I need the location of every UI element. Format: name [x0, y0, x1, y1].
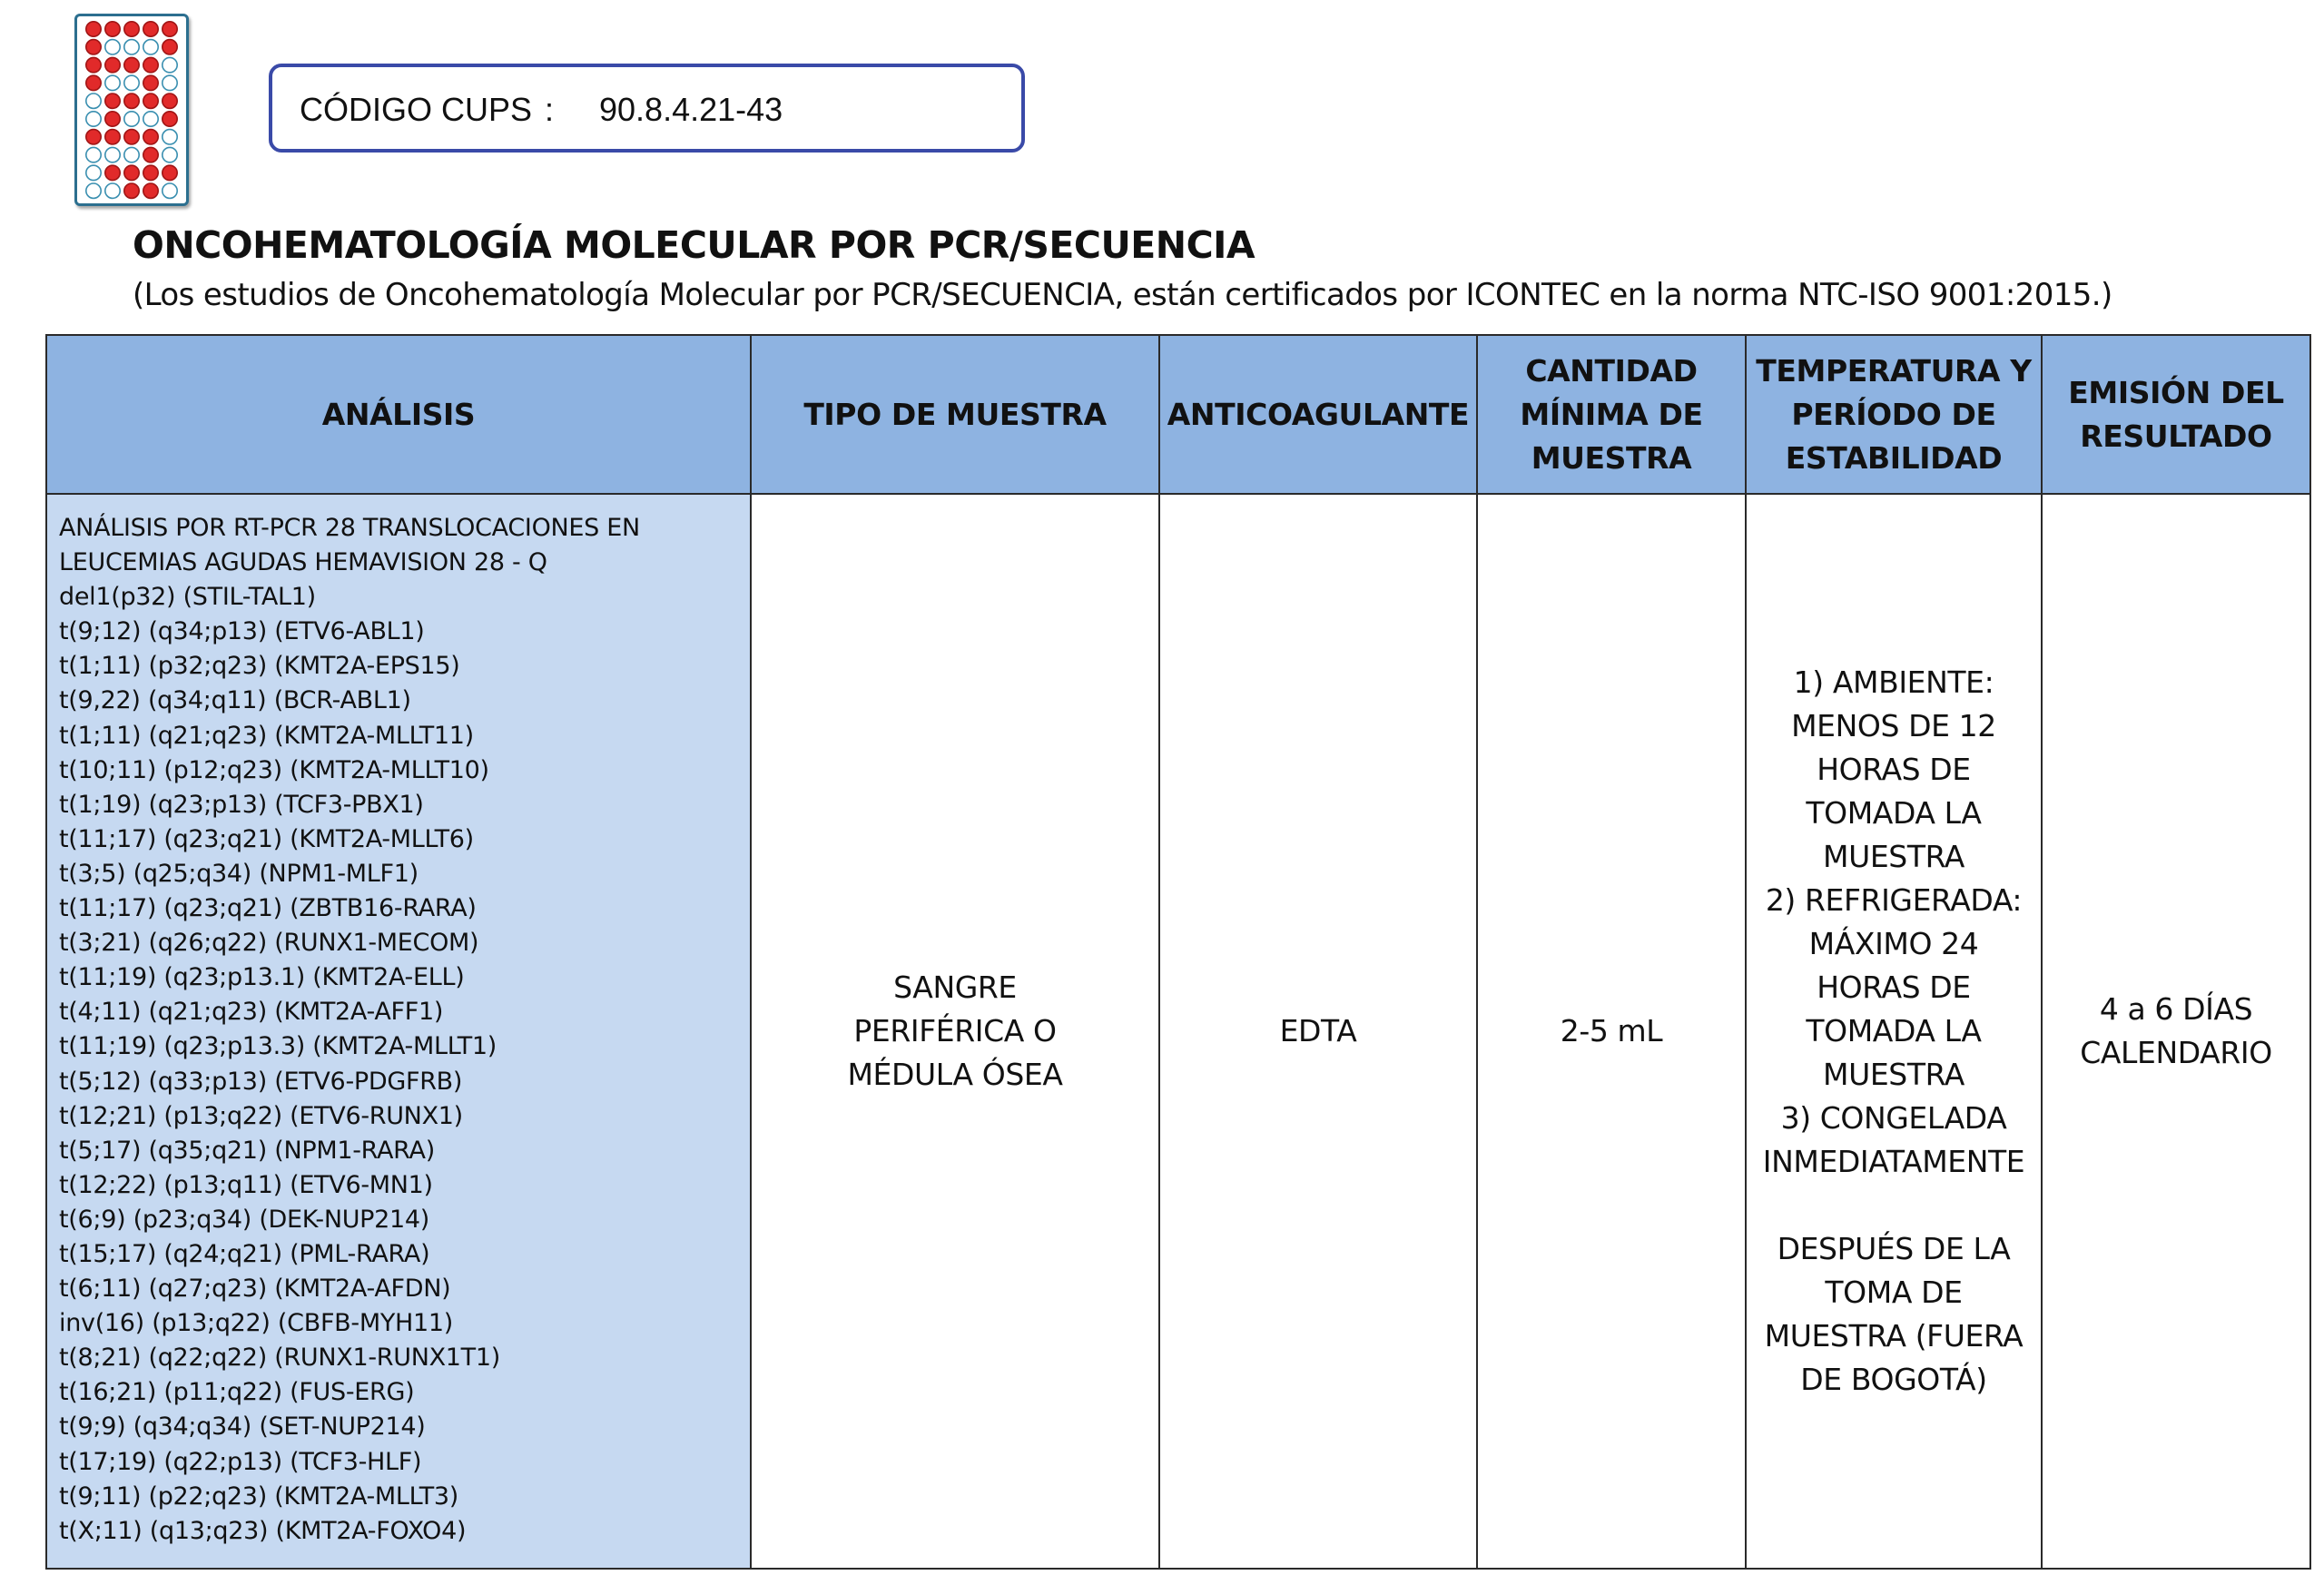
analysis-line: t(3;21) (q26;q22) (RUNX1-MECOM): [59, 929, 479, 958]
temperature-line: TOMADA LA: [1806, 795, 1982, 831]
analysis-line: ANÁLISIS POR RT-PCR 28 TRANSLOCACIONES EN: [59, 514, 640, 542]
logo-bead-empty: [143, 112, 158, 126]
logo-bead-empty: [86, 165, 101, 180]
analysis-line: t(9,22) (q34;q11) (BCR-ABL1): [59, 686, 411, 715]
temperature-line: 2) REFRIGERADA:: [1765, 882, 2023, 918]
logo-bead-filled: [86, 130, 101, 144]
logo-bead-empty: [86, 112, 101, 126]
logo-bead-filled: [162, 94, 177, 108]
temperature-line: HORAS DE: [1817, 752, 1971, 787]
logo-bead-empty: [105, 40, 120, 54]
analysis-line: t(6;9) (p23;q34) (DEK-NUP214): [59, 1205, 430, 1234]
analysis-line: t(11;19) (q23;p13.3) (KMT2A-MLLT1): [59, 1032, 497, 1061]
cups-label: CÓDIGO CUPS: [300, 91, 533, 128]
logo-bead-filled: [143, 94, 158, 108]
logo-bead-filled: [124, 165, 139, 180]
logo-bead-empty: [162, 57, 177, 72]
temperature-line: 1) AMBIENTE:: [1793, 664, 1994, 700]
table-row: [46, 494, 2310, 1569]
logo-bead-filled: [124, 94, 139, 108]
cups-code-box: [269, 64, 1025, 153]
cups-colon: :: [545, 91, 555, 128]
logo-bead-empty: [124, 40, 139, 54]
temperature-note-line: MUESTRA (FUERA: [1764, 1318, 2024, 1354]
temperature-line: MUESTRA: [1823, 1057, 1965, 1092]
logo-bead-empty: [86, 183, 101, 198]
temperature-line: MÁXIMO 24: [1808, 926, 1979, 961]
logo-bead-empty: [162, 147, 177, 162]
logo-bead-filled: [143, 183, 158, 198]
temperature-line: 3) CONGELADA: [1780, 1100, 2007, 1136]
temperature-line: MUESTRA: [1823, 839, 1965, 874]
temperature-note-line: TOMA DE: [1825, 1275, 1963, 1310]
specimen-table: [45, 334, 2311, 1570]
bead-grid-logo-icon: [77, 16, 186, 203]
logo-bead-empty: [162, 183, 177, 198]
logo-bead-filled: [162, 40, 177, 54]
analysis-line: t(5;12) (q33;p13) (ETV6-PDGFRB): [59, 1067, 463, 1096]
analysis-line: t(6;11) (q27;q23) (KMT2A-AFDN): [59, 1275, 451, 1304]
logo-bead-filled: [105, 57, 120, 72]
logo-bead-filled: [143, 165, 158, 180]
cell-cantidad: 2-5 mL: [1477, 494, 1746, 1569]
analysis-line: t(10;11) (p12;q23) (KMT2A-MLLT10): [59, 755, 489, 784]
analysis-line: t(8;21) (q22;q22) (RUNX1-RUNX1T1): [59, 1344, 500, 1373]
logo-bead-empty: [124, 147, 139, 162]
logo-bead-empty: [124, 112, 139, 126]
logo-bead-filled: [143, 147, 158, 162]
logo-bead-filled: [162, 165, 177, 180]
analysis-line: t(9;12) (q34;p13) (ETV6-ABL1): [59, 617, 425, 646]
cell-anticoagulante: EDTA: [1159, 494, 1477, 1569]
analysis-line: t(1;11) (p32;q23) (KMT2A-EPS15): [59, 652, 460, 681]
logo-bead-filled: [86, 75, 101, 90]
cell-temperatura: [1746, 494, 2042, 1569]
logo-bead-empty: [162, 75, 177, 90]
logo-bead-filled: [143, 57, 158, 72]
logo-bead-filled: [105, 130, 120, 144]
lab-logo: [74, 14, 189, 206]
temperature-line: TOMADA LA: [1806, 1013, 1982, 1048]
analysis-line: t(11;19) (q23;p13.1) (KMT2A-ELL): [59, 963, 465, 992]
analysis-line: t(11;17) (q23;q21) (KMT2A-MLLT6): [59, 824, 474, 853]
header-cantidad: CANTIDAD MÍNIMA DE MUESTRA: [1477, 335, 1746, 494]
header-anticoagulante: ANTICOAGULANTE: [1159, 335, 1477, 494]
logo-bead-filled: [162, 22, 177, 36]
logo-bead-empty: [124, 75, 139, 90]
analysis-line: t(5;17) (q35;q21) (NPM1-RARA): [59, 1136, 435, 1165]
cell-analisis: [46, 494, 751, 1569]
logo-bead-empty: [105, 75, 120, 90]
temperature-note-line: DE BOGOTÁ): [1800, 1362, 1987, 1397]
logo-bead-filled: [105, 112, 120, 126]
logo-bead-empty: [162, 130, 177, 144]
analysis-line: t(9;11) (p22;q23) (KMT2A-MLLT3): [59, 1481, 458, 1511]
logo-bead-filled: [86, 40, 101, 54]
logo-bead-empty: [143, 40, 158, 54]
logo-bead-filled: [143, 75, 158, 90]
analysis-line: LEUCEMIAS AGUDAS HEMAVISION 28 - Q: [59, 548, 547, 577]
analysis-line: del1(p32) (STIL-TAL1): [59, 583, 316, 612]
analysis-line: t(12;22) (p13;q11) (ETV6-MN1): [59, 1170, 433, 1199]
analysis-line: t(4;11) (q21;q23) (KMT2A-AFF1): [59, 998, 444, 1027]
logo-bead-filled: [162, 112, 177, 126]
analysis-line: t(1;19) (q23;p13) (TCF3-PBX1): [59, 790, 424, 819]
temperature-spacer: [1752, 1184, 2035, 1227]
cell-tipo-muestra: SANGRE PERIFÉRICA O MÉDULA ÓSEA: [751, 494, 1159, 1569]
analysis-line: t(3;5) (q25;q34) (NPM1-MLF1): [59, 859, 419, 888]
analysis-line: t(12;21) (p13;q22) (ETV6-RUNX1): [59, 1101, 463, 1130]
logo-bead-empty: [105, 147, 120, 162]
analysis-line: t(9;9) (q34;q34) (SET-NUP214): [59, 1413, 426, 1442]
logo-bead-filled: [105, 22, 120, 36]
cell-emision: 4 a 6 DÍAS CALENDARIO: [2042, 494, 2310, 1569]
temperature-line: INMEDIATAMENTE: [1762, 1144, 2025, 1179]
logo-bead-empty: [86, 147, 101, 162]
analysis-line: t(1;11) (q21;q23) (KMT2A-MLLT11): [59, 721, 474, 750]
table-header-row: [46, 335, 2310, 494]
logo-bead-empty: [86, 94, 101, 108]
cups-value: 90.8.4.21-43: [599, 91, 783, 128]
temperature-line: MENOS DE 12: [1791, 708, 1996, 743]
logo-bead-filled: [143, 130, 158, 144]
page-subtitle: (Los estudios de Oncohematología Molecular por PCR/SECUENCIA, están certificados por ICONTEC en la norma NTC-ISO 9001:2015.): [133, 277, 2112, 313]
logo-bead-filled: [105, 165, 120, 180]
logo-bead-filled: [105, 94, 120, 108]
logo-bead-filled: [143, 22, 158, 36]
logo-bead-filled: [86, 57, 101, 72]
analysis-line: t(11;17) (q23;q21) (ZBTB16-RARA): [59, 894, 477, 923]
temperature-note-line: DESPUÉS DE LA: [1777, 1231, 2011, 1266]
logo-bead-filled: [124, 22, 139, 36]
analysis-line: t(16;21) (p11;q22) (FUS-ERG): [59, 1378, 415, 1407]
logo-bead-filled: [124, 130, 139, 144]
header-temperatura: TEMPERATURA Y PERÍODO DE ESTABILIDAD: [1746, 335, 2042, 494]
analysis-line: t(15;17) (q24;q21) (PML-RARA): [59, 1239, 430, 1268]
header-emision: EMISIÓN DEL RESULTADO: [2042, 335, 2310, 494]
analysis-line: inv(16) (p13;q22) (CBFB-MYH11): [59, 1309, 454, 1338]
analysis-line: t(17;19) (q22;p13) (TCF3-HLF): [59, 1447, 422, 1476]
header-analisis: ANÁLISIS: [46, 335, 751, 494]
page-title: ONCOHEMATOLOGÍA MOLECULAR POR PCR/SECUENCIA: [133, 223, 1256, 267]
analysis-line: t(X;11) (q13;q23) (KMT2A-FOXO4): [59, 1516, 467, 1545]
header-tipo-muestra: TIPO DE MUESTRA: [751, 335, 1159, 494]
logo-bead-filled: [124, 183, 139, 198]
logo-bead-filled: [124, 57, 139, 72]
temperature-line: HORAS DE: [1817, 970, 1971, 1005]
logo-bead-filled: [86, 22, 101, 36]
logo-bead-empty: [105, 183, 120, 198]
